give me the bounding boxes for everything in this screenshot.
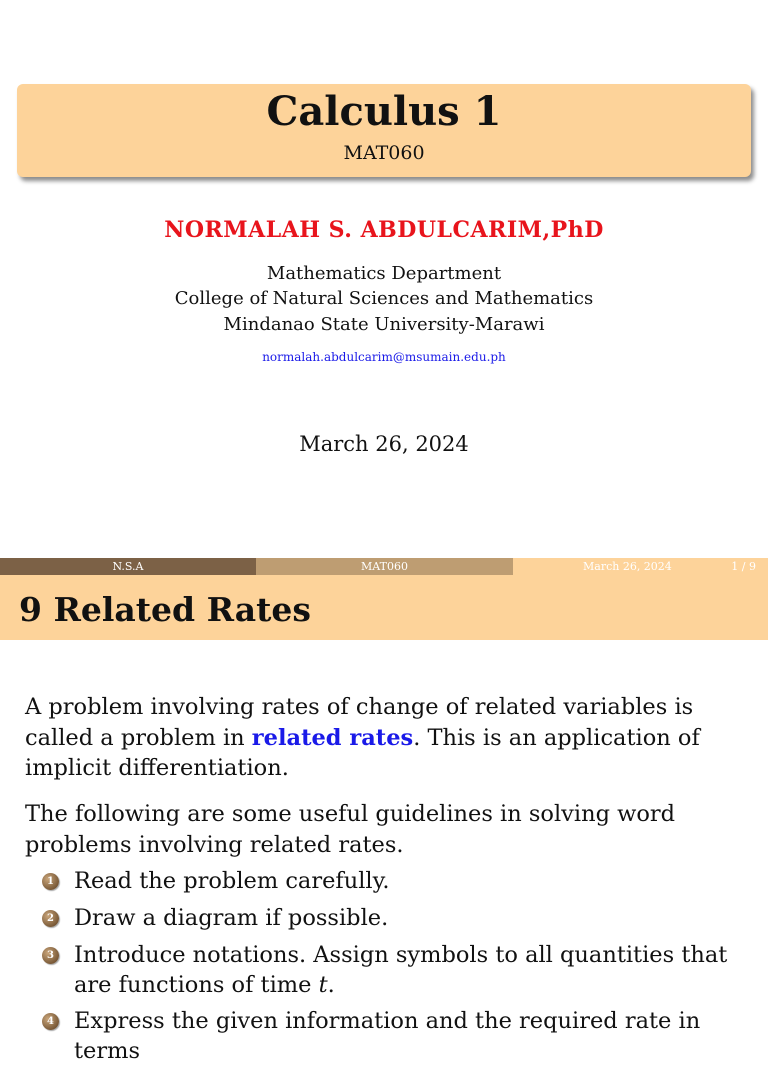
list-item-text [74,940,754,1000]
author-email-link[interactable]: normalah.abdulcarim@msumain.edu.ph [262,350,506,364]
slide-subtitle: MAT060 [343,142,425,164]
numbered-bullet-icon: 4 [42,1013,59,1030]
affiliation-college: College of Natural Sciences and Mathematics [174,288,594,309]
related-rates-term: related rates [251,724,414,751]
footer-date: March 26, 2024 [583,560,672,573]
intro-text: A problem involving rates of change of related variables is called a problem in [25,694,694,751]
footer-page-number: 1 / 9 [731,560,756,573]
presentation-date: March 26, 2024 [299,432,469,456]
numbered-bullet-icon: 3 [42,947,59,964]
list-item-text: Express the given information and the required rate in terms [74,1008,701,1064]
numbered-bullet-icon: 2 [42,910,59,927]
guidelines-paragraph: The following are some useful guidelines in solving word problems involving related rates. [25,801,676,858]
footer-info [513,558,768,575]
affiliation-university: Mindanao State University-Marawi [223,314,545,335]
slide-title: Calculus 1 [266,88,502,135]
footer-bar [0,558,768,575]
time-variable: t [318,972,328,998]
frame-title: 9 Related Rates [19,590,311,629]
intro-paragraph [25,692,749,784]
list-item-text-main: Introduce notations. Assign symbols to all quantities that are functions of time [74,942,728,998]
list-item-text-tail: . [327,972,335,998]
author-name: NORMALAH S. ABDULCARIM,PhD [164,217,604,243]
affiliation-department: Mathematics Department [266,263,502,284]
numbered-bullet-icon: 1 [42,873,59,890]
footer-course: MAT060 [256,558,513,575]
list-item-text: Draw a diagram if possible. [74,905,389,931]
intro-text-end: . This is an application of implicit differentiation. [25,724,700,781]
list-item-text: Read the problem carefully. [74,868,390,894]
footer-author: N.S.A [0,558,256,575]
